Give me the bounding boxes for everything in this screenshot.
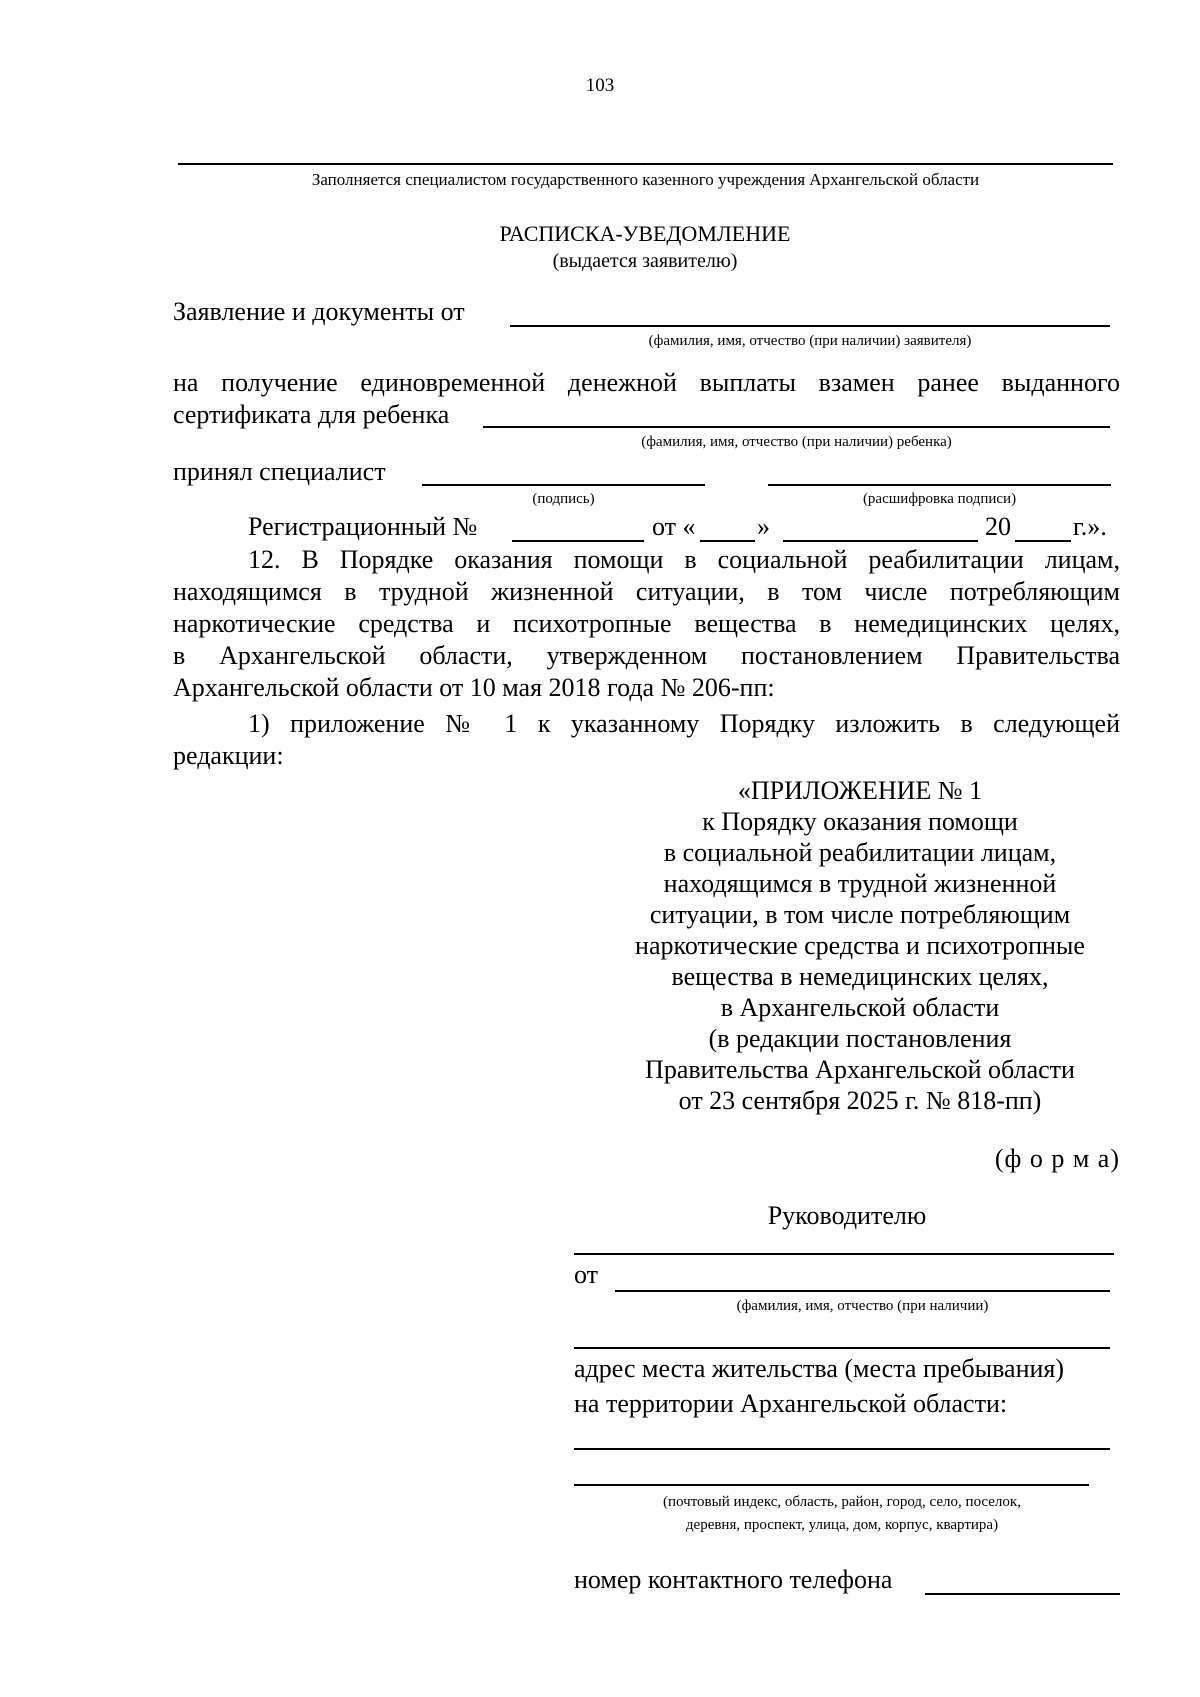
sender-name-line-2[interactable] [574, 1347, 1110, 1349]
appendix-line-11: от 23 сентября 2025 г. № 818-пп) [678, 1086, 1042, 1115]
signature-hint: (подпись) [532, 491, 595, 507]
registration-day-line[interactable] [700, 540, 755, 542]
receipt-title: РАСПИСКА-УВЕДОМЛЕНИЕ [499, 221, 791, 246]
appendix-line-6: наркотические средства и психотропные [635, 931, 1085, 960]
applicant-name-hint: (фамилия, имя, отчество (при наличии) заявителя) [648, 333, 972, 349]
paragraph-12-line-3: наркотические средства и психотропные вещества в немедицинских целях, [173, 609, 1120, 638]
purpose-line-1: на получение единовременной денежной выплаты взамен ранее выданного [173, 368, 1120, 397]
sender-name-line[interactable] [615, 1290, 1110, 1292]
form-label: (ф о р м а) [994, 1144, 1120, 1173]
addressee: Руководителю [767, 1201, 927, 1230]
page-number: 103 [585, 75, 615, 96]
header-note: Заполняется специалистом государственного казенного учреждения Архангельской области [311, 170, 980, 189]
from-label: Заявление и документы от [173, 297, 465, 326]
paragraph-12-line-5: Архангельской области от 10 мая 2018 года № 206-пп: [173, 673, 775, 702]
registration-number-line[interactable] [512, 540, 644, 542]
registration-year-suffix: г.». [1073, 512, 1107, 541]
registration-label: Регистрационный № [248, 512, 478, 541]
address-label-1: адрес места жительства (места пребывания) [574, 1354, 1065, 1383]
top-rule [178, 163, 1113, 165]
registration-year-line[interactable] [1015, 540, 1071, 542]
from-label-form: от [574, 1260, 599, 1289]
phone-label: номер контактного телефона [574, 1565, 893, 1594]
paragraph-12-line-2: находящимся в трудной жизненной ситуации, в том числе потребляющим [173, 577, 1120, 606]
registration-from: от « [652, 512, 696, 541]
registration-quote-close: » [757, 512, 770, 541]
item-1-line-1: 1) приложение № 1 к указанному Порядку изложить в следующей [248, 709, 1120, 738]
applicant-name-line[interactable] [510, 325, 1110, 327]
appendix-line-3: в социальной реабилитации лицам, [663, 838, 1057, 867]
purpose-line-2: сертификата для ребенка [173, 400, 450, 429]
appendix-line-8: в Архангельской области [720, 993, 1000, 1022]
receipt-subtitle: (выдается заявителю) [552, 250, 738, 272]
signature-decode-line[interactable] [768, 484, 1111, 486]
signature-line[interactable] [422, 484, 705, 486]
address-hint-1: (почтовый индекс, область, район, город, село, поселок, [663, 1494, 1021, 1510]
signature-decode-hint: (расшифровка подписи) [862, 491, 1017, 507]
appendix-title: «ПРИЛОЖЕНИЕ № 1 [737, 776, 983, 805]
phone-line[interactable] [925, 1593, 1120, 1595]
address-hint-2: деревня, проспект, улица, дом, корпус, квартира) [685, 1517, 999, 1533]
paragraph-12-line-1: 12. В Порядке оказания помощи в социальной реабилитации лицам, [248, 545, 1120, 574]
appendix-line-7: вещества в немедицинских целях, [671, 962, 1049, 991]
sender-name-hint: (фамилия, имя, отчество (при наличии) [736, 1298, 989, 1314]
accepted-label: принял специалист [173, 457, 386, 486]
appendix-line-9: (в редакции постановления [708, 1024, 1012, 1053]
appendix-line-10: Правительства Архангельской области [645, 1055, 1075, 1084]
child-name-line[interactable] [483, 426, 1110, 428]
address-line-1[interactable] [574, 1448, 1110, 1450]
item-1-line-2: редакции: [173, 741, 284, 770]
child-name-hint: (фамилия, имя, отчество (при наличии) ребенка) [641, 434, 952, 450]
appendix-line-4: находящимся в трудной жизненной [663, 869, 1057, 898]
appendix-line-2: к Порядку оказания помощи [702, 807, 1018, 836]
addressee-line[interactable] [574, 1253, 1114, 1255]
address-label-2: на территории Архангельской области: [574, 1389, 1008, 1418]
paragraph-12-line-4: в Архангельской области, утвержденном постановлением Правительства [173, 641, 1120, 670]
registration-month-line[interactable] [783, 540, 978, 542]
address-line-2[interactable] [574, 1484, 1089, 1486]
registration-year-prefix: 20 [985, 512, 1011, 541]
appendix-line-5: ситуации, в том числе потребляющим [649, 900, 1071, 929]
